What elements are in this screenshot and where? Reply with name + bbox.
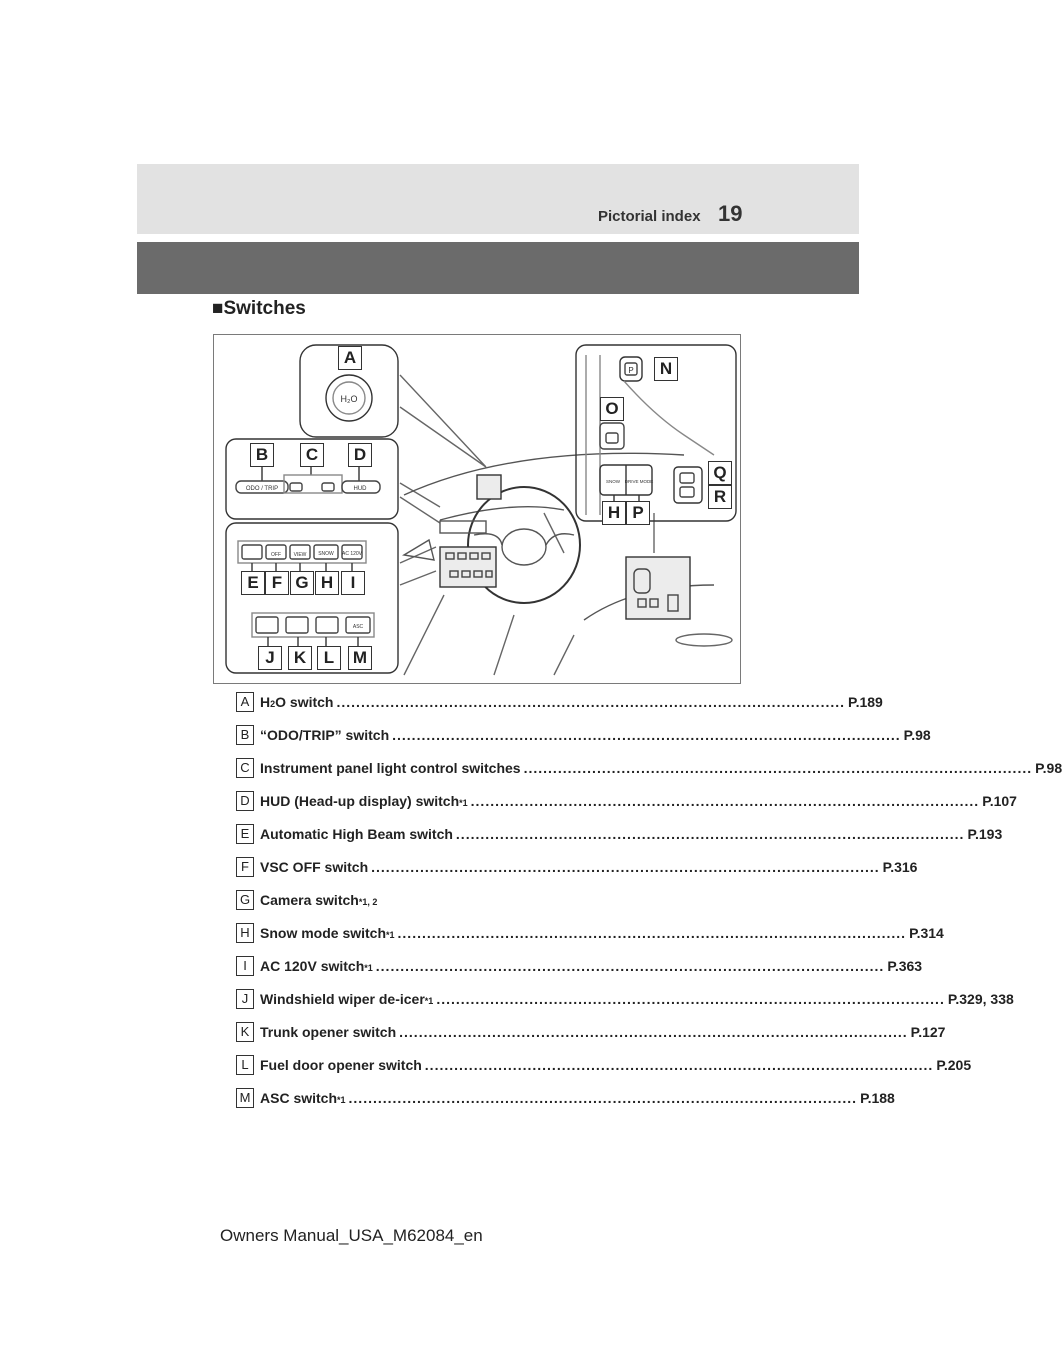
- item-letter: J: [236, 989, 254, 1009]
- item-letter: H: [236, 923, 254, 943]
- callout-h-2: H: [602, 501, 626, 525]
- callout-g: G: [290, 571, 314, 595]
- item-letter: A: [236, 692, 254, 712]
- footer-text: Owners Manual_USA_M62084_en: [220, 1226, 483, 1245]
- vsc-off-switch-label: OFF: [271, 552, 281, 558]
- item-page[interactable]: P.98: [1035, 760, 1062, 776]
- callout-o: O: [600, 397, 624, 421]
- list-item: M ASC switch *1 ........................................................................................................ P.188: [236, 1088, 726, 1112]
- item-name: “ODO/TRIP” switch: [260, 727, 390, 743]
- section-heading: ■Switches: [212, 298, 306, 319]
- list-item: J Windshield wiper de-icer *1 ........................................................................................................ P.329, 338: [236, 989, 726, 1013]
- list-item: D HUD (Head-up display) switch *1 ........................................................................................................ P.107: [236, 791, 726, 815]
- item-page[interactable]: P.363: [887, 958, 923, 974]
- item-footnote: *1: [386, 930, 395, 940]
- callout-i: I: [341, 571, 365, 595]
- asc-switch-label: ASC: [352, 624, 364, 630]
- callout-n: N: [654, 357, 678, 381]
- drive-mode-switch-label: DRIVE MODE: [624, 479, 654, 484]
- item-name: AC 120V switch: [260, 958, 365, 974]
- section-band: [137, 242, 859, 294]
- list-item: B “ODO/TRIP” switch ........................................................................................................ P.98: [236, 725, 726, 749]
- item-letter: K: [236, 1022, 254, 1042]
- item-name: Fuel door opener switch: [260, 1057, 422, 1073]
- item-name: Windshield wiper de-icer: [260, 991, 425, 1007]
- item-name-prefix: H: [260, 694, 271, 710]
- callout-e: E: [241, 571, 265, 595]
- callout-m: M: [348, 646, 372, 670]
- list-item: A H 2 O switch ........................................................................................................ P.189: [236, 692, 726, 716]
- item-page[interactable]: P.329, 338: [947, 991, 1014, 1007]
- callout-r: R: [708, 485, 732, 509]
- callout-h: H: [315, 571, 339, 595]
- item-footnote: *1: [364, 963, 373, 973]
- item-footnote: *1, 2: [358, 897, 378, 907]
- item-letter: D: [236, 791, 254, 811]
- item-footnote: *1: [424, 996, 434, 1006]
- item-name: HUD (Head-up display) switch: [260, 793, 460, 809]
- item-footnote: *1: [337, 1095, 346, 1105]
- list-item: L Fuel door opener switch ........................................................................................................ P.205: [236, 1055, 726, 1079]
- callout-l: L: [317, 646, 341, 670]
- callout-j: J: [258, 646, 282, 670]
- page-number: 19: [718, 201, 743, 226]
- odo-trip-switch-label: ODO / TRIP: [245, 486, 279, 492]
- item-name: Automatic High Beam switch: [260, 826, 453, 842]
- item-letter: F: [236, 857, 254, 877]
- item-letter: M: [236, 1088, 254, 1108]
- list-item: [236, 890, 726, 914]
- item-letter: C: [236, 758, 254, 778]
- item-name: VSC OFF switch: [260, 859, 369, 875]
- item-name: Trunk opener switch: [260, 1024, 397, 1040]
- header-title: Pictorial index: [598, 208, 701, 225]
- snow-switch-label: SNOW: [318, 551, 334, 557]
- item-letter: I: [236, 956, 254, 976]
- switches-illustration: [213, 334, 741, 684]
- callout-c: C: [300, 443, 324, 467]
- callout-d: D: [348, 443, 372, 467]
- item-page[interactable]: P.314: [909, 925, 944, 941]
- list-item: I AC 120V switch *1 ........................................................................................................ P.363: [236, 956, 726, 980]
- callout-f: F: [265, 571, 289, 595]
- callout-q: Q: [708, 461, 732, 485]
- list-item: K Trunk opener switch ........................................................................................................ P.127: [236, 1022, 726, 1046]
- item-name: O switch: [275, 694, 334, 710]
- item-name: Instrument panel light control switches: [260, 760, 521, 776]
- item-page[interactable]: P.188: [860, 1090, 895, 1106]
- item-letter: L: [236, 1055, 254, 1075]
- callout-a: A: [338, 346, 362, 370]
- item-page[interactable]: P.193: [967, 826, 1003, 842]
- snow-mode-switch-label: SNOW: [606, 479, 620, 484]
- list-item: E Automatic High Beam switch ........................................................................................................ P.193: [236, 824, 726, 848]
- hud-switch-label: HUD: [353, 486, 367, 492]
- item-page[interactable]: P.127: [910, 1024, 946, 1040]
- h2o-switch-label: H₂O: [340, 394, 358, 404]
- dashboard-drawing: [214, 335, 740, 683]
- item-page[interactable]: P.98: [903, 727, 931, 743]
- item-page[interactable]: P.205: [936, 1057, 972, 1073]
- item-page[interactable]: P.107: [982, 793, 1017, 809]
- list-item: H Snow mode switch *1 ........................................................................................................ P.314: [236, 923, 726, 947]
- p-switch-label: P: [628, 366, 634, 375]
- ac-120v-switch-label: AC 120V: [341, 551, 363, 557]
- list-item: F VSC OFF switch ........................................................................................................ P.316: [236, 857, 726, 881]
- item-page[interactable]: P.189: [848, 694, 883, 710]
- item-name: ASC switch: [260, 1090, 338, 1106]
- item-letter: E: [236, 824, 254, 844]
- view-switch-label: VIEW: [293, 552, 307, 558]
- list-item: C Instrument panel light control switches ........................................................................................................ P.98: [236, 758, 726, 782]
- item-footnote: *1: [459, 798, 468, 808]
- callout-b: B: [250, 443, 274, 467]
- item-name: Camera switch: [260, 892, 359, 908]
- header-band: [137, 164, 859, 234]
- item-subscript: 2: [270, 699, 276, 709]
- item-page[interactable]: P.316: [882, 859, 918, 875]
- callout-p: P: [626, 501, 650, 525]
- callout-k: K: [288, 646, 312, 670]
- item-letter: B: [236, 725, 254, 745]
- item-name: Snow mode switch: [260, 925, 387, 941]
- item-letter: G: [236, 890, 254, 910]
